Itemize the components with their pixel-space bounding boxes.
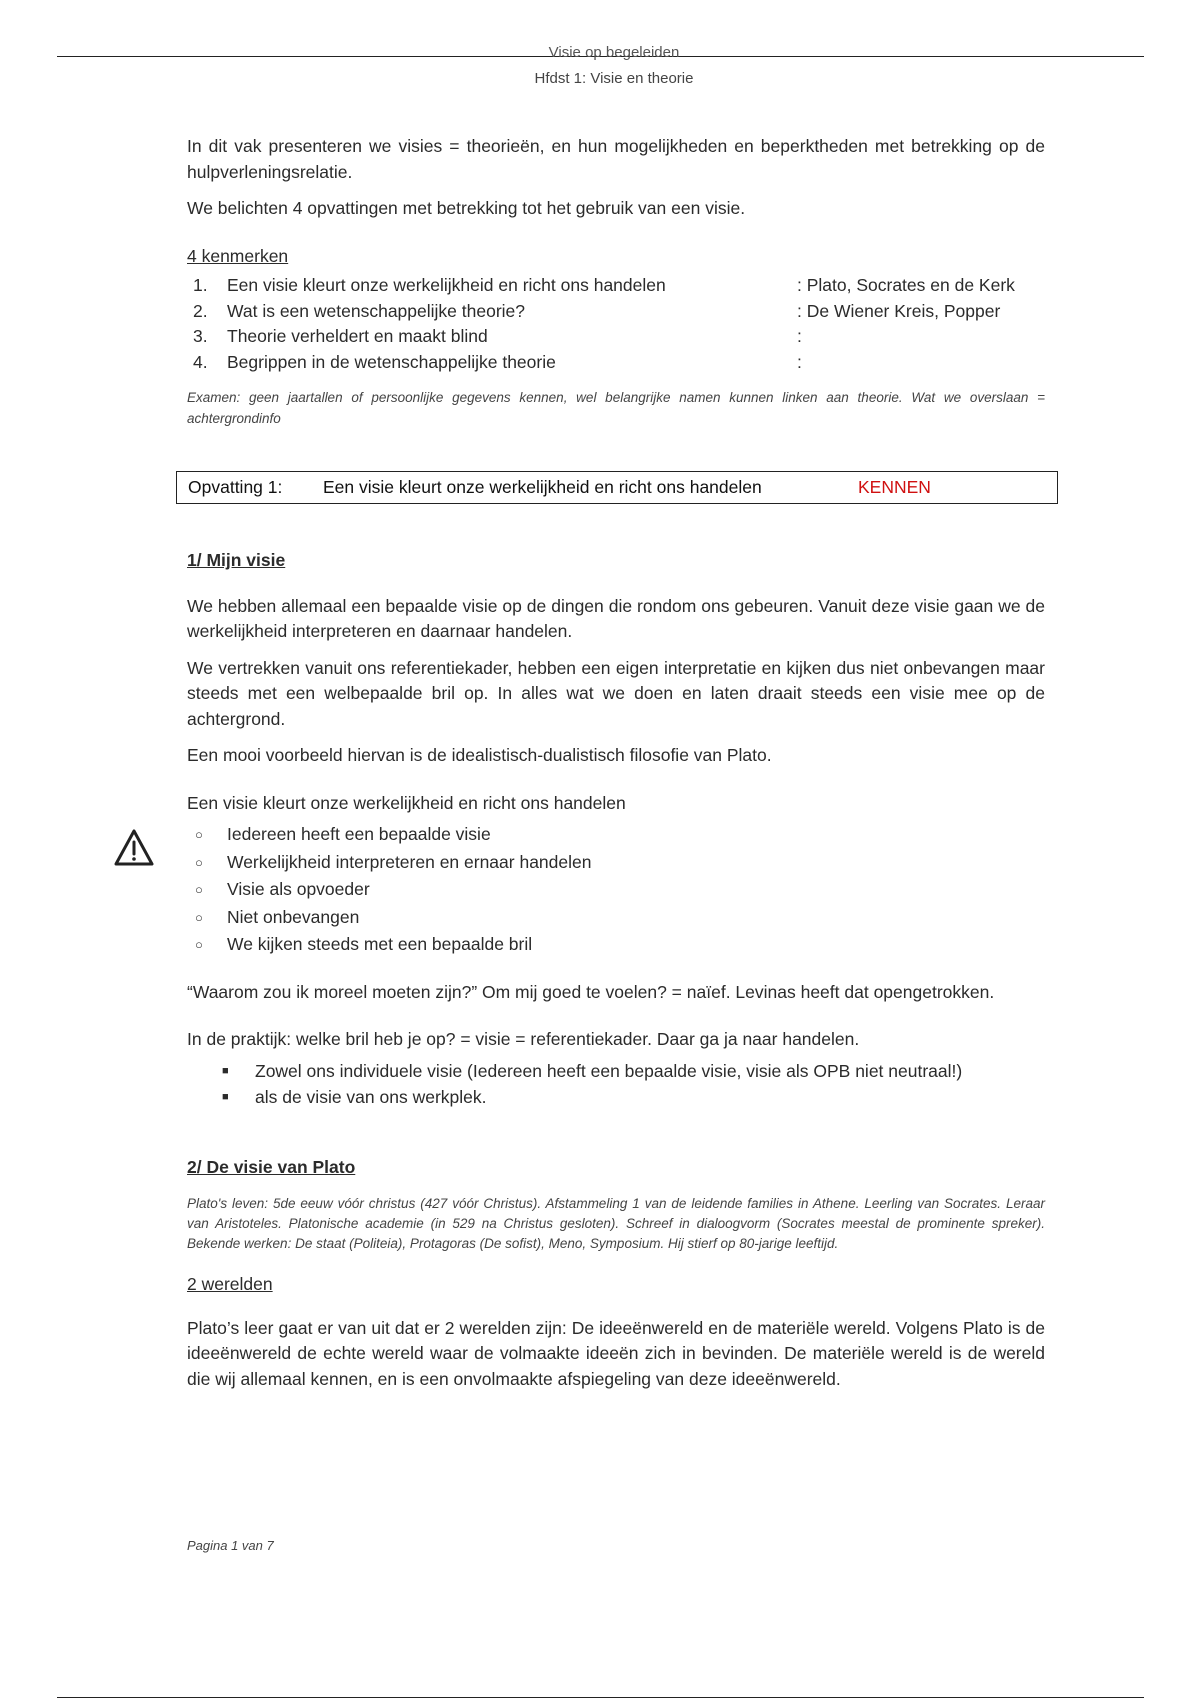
item-reference: : De Wiener Kreis, Popper: [797, 300, 1001, 321]
intro-paragraph: We belichten 4 opvattingen met betrekking tot het gebruik van een visie.: [187, 198, 746, 218]
circle-bullet: ○: [195, 909, 203, 925]
page-content: [187, 134, 1045, 1403]
square-bullet: ■: [222, 1090, 229, 1103]
item-text: als de visie van ons werkplek.: [255, 1086, 487, 1107]
footer-rule: [57, 1697, 1144, 1698]
body-paragraph: We hebben allemaal een bepaalde visie op de dingen die rondom ons gebeuren. Vanuit deze visie gaan we de werkelijkheid interpreteren en daarnaar handelen.: [187, 595, 1045, 641]
item-reference: :: [797, 351, 802, 372]
item-text: We kijken steeds met een bepaalde bril: [227, 934, 533, 954]
item-text: Werkelijkheid interpreteren en ernaar handelen: [227, 851, 592, 872]
intro-paragraph: In dit vak presenteren we visies = theorieën, en hun mogelijkheden en beperktheden met betrekking op de hulpverleningsrelatie.: [187, 136, 1045, 182]
document-title: Visie op begeleiden: [548, 44, 680, 61]
list-item: [187, 905, 1045, 933]
section-heading: 2/ De visie van Plato: [187, 1156, 356, 1177]
list-item: [187, 850, 1045, 878]
list-item: [187, 273, 1045, 299]
list-item: [187, 1085, 1045, 1111]
kenmerken-list: [187, 273, 1045, 375]
page-number: Pagina 1 van 7: [187, 1538, 274, 1553]
kenmerken-heading: 4 kenmerken: [187, 245, 289, 266]
opvatting-label: Opvatting 1:: [188, 476, 283, 497]
list-item: [187, 822, 1045, 850]
item-reference: : Plato, Socrates en de Kerk: [797, 275, 1015, 295]
praktijk-list: [187, 1059, 1045, 1111]
section-heading: 1/ Mijn visie: [187, 550, 286, 570]
item-number: 4.: [193, 351, 208, 372]
body-paragraph: Een mooi voorbeeld hiervan is de idealistisch-dualistisch filosofie van Plato.: [187, 745, 772, 765]
circle-bullet: ○: [195, 827, 203, 842]
kennen-tag: KENNEN: [858, 476, 931, 497]
item-reference: :: [797, 326, 802, 346]
warning-icon: [113, 827, 155, 869]
list-item: [187, 324, 1045, 350]
opvatting-title: Een visie kleurt onze werkelijkheid en richt ons handelen: [323, 476, 762, 497]
subheading: 2 werelden: [187, 1274, 273, 1294]
item-text: Theorie verheldert en maakt blind: [227, 326, 488, 346]
callout-intro: Een visie kleurt onze werkelijkheid en richt ons handelen: [187, 792, 626, 813]
exam-note: Examen: geen jaartallen of persoonlijke gegevens kennen, wel belangrijke namen kunnen linken aan theorie. Wat we overslaan = achtergrondinfo: [187, 390, 1045, 426]
item-text: Begrippen in de wetenschappelijke theorie: [227, 351, 556, 372]
list-item: [187, 877, 1045, 905]
plato-bio: Plato's leven: 5de eeuw vóór christus (427 vóór Christus). Afstammeling 1 van de leidende families in Athene. Leerling van Socrates. Leraar van Aristoteles. Platonische academie (in 529 na Christus gesloten). Schreef in dialoogvorm (Socrates meestal de prominente spreker). Bekende werken: De staat (Politeia), Protagoras (De sofist), Meno, Symposium. Hij stierf op 80-jarige leeftijd.: [187, 1196, 1045, 1251]
chapter-title: Hfdst 1: Visie en theorie: [534, 70, 694, 87]
item-text: Iedereen heeft een bepaalde visie: [227, 824, 491, 844]
item-text: Wat is een wetenschappelijke theorie?: [227, 300, 525, 321]
body-paragraph: Plato’s leer gaat er van uit dat er 2 werelden zijn: De ideeënwereld en de materiële wereld. Volgens Plato is de ideeënwereld de echte wereld waar de volmaakte ideeën zich in bevinden. De materiële wereld is de wereld die wij allemaal kennen, en is een onvolmaakte afspiegeling van deze ideeënwereld.: [187, 1317, 1045, 1389]
circle-bullet: ○: [195, 854, 203, 870]
list-item: [187, 932, 1045, 960]
item-text: Een visie kleurt onze werkelijkheid en richt ons handelen: [227, 275, 666, 295]
item-text: Visie als opvoeder: [227, 879, 370, 899]
opvatting-box: [176, 471, 1058, 504]
item-number: 1.: [193, 275, 208, 295]
square-bullet: ■: [222, 1064, 229, 1077]
circle-bullet: ○: [195, 937, 203, 952]
circle-bullet: ○: [195, 882, 203, 897]
body-paragraph: We vertrekken vanuit ons referentiekader, hebben een eigen interpretatie en kijken dus niet onbevangen maar steeds met een welbepaalde bril op. In alles wat we doen en laten draait steeds een visie mee op de achtergrond.: [187, 657, 1045, 729]
list-item: [187, 299, 1045, 325]
item-number: 2.: [193, 300, 208, 321]
callout-list: [187, 822, 1045, 960]
list-item: [187, 1059, 1045, 1085]
item-text: Zowel ons individuele visie (Iedereen heeft een bepaalde visie, visie als OPB niet neutraal!): [255, 1060, 963, 1081]
praktijk-paragraph: In de praktijk: welke bril heb je op? = visie = referentiekader. Daar ga ja naar handelen.: [187, 1029, 860, 1049]
item-text: Niet onbevangen: [227, 906, 360, 927]
item-number: 3.: [193, 326, 208, 346]
list-item: [187, 350, 1045, 376]
quote-paragraph: “Waarom zou ik moreel moeten zijn?” Om mij goed te voelen? = naïef. Levinas heeft dat opengetrokken.: [187, 981, 995, 1002]
